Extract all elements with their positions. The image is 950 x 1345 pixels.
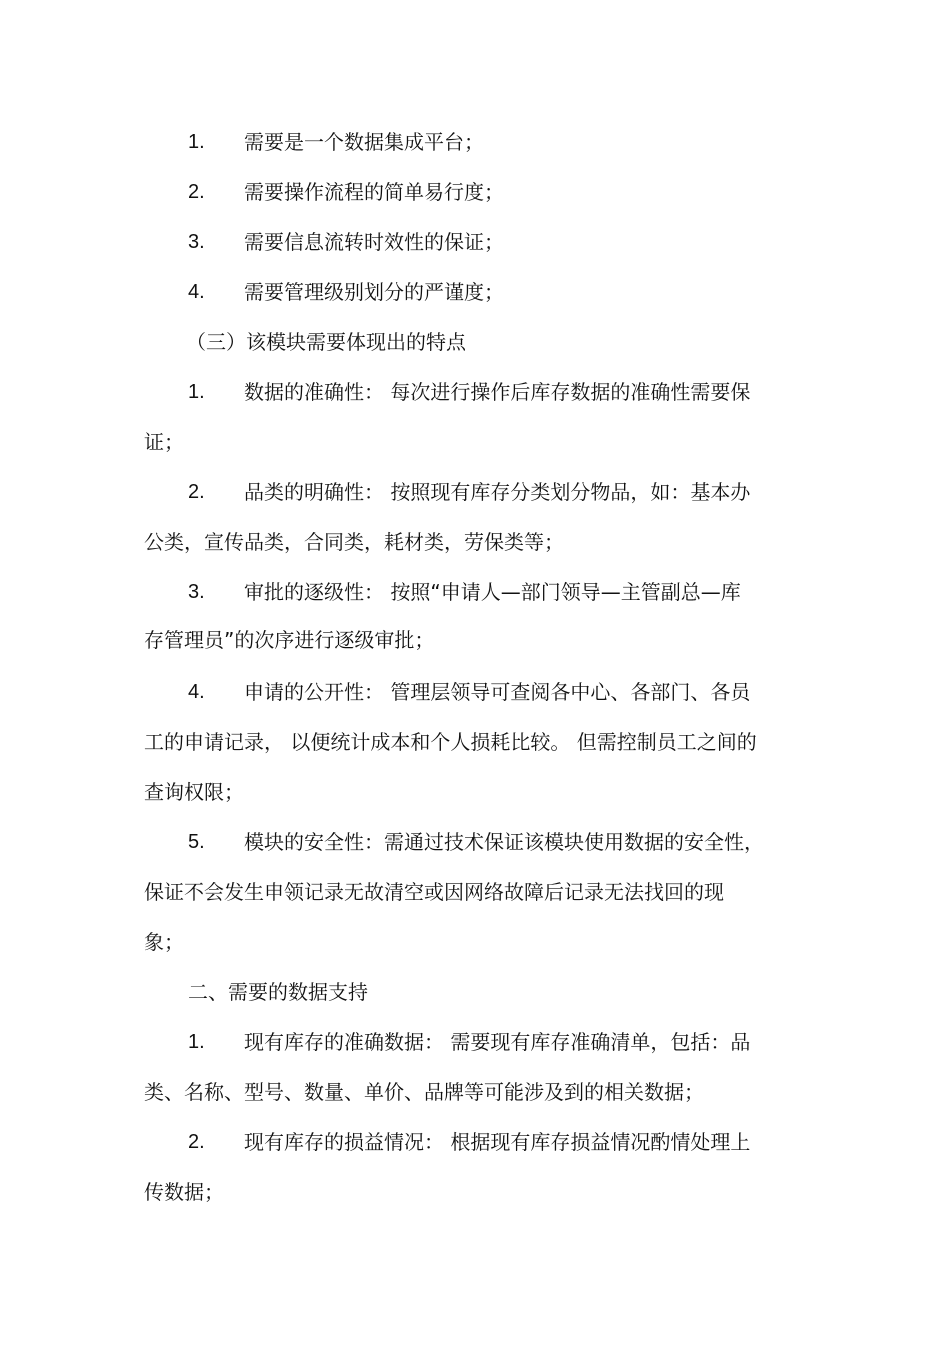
item-text-continued: 传数据； (144, 1180, 224, 1204)
item-text: 需要是一个数据集成平台； (244, 130, 484, 154)
item-text: 需要操作流程的简单易行度； (244, 180, 504, 204)
section-heading-text: 二、需要的数据支持 (188, 980, 368, 1004)
item-number: 3. (188, 581, 205, 603)
item-text-continued: 象； (144, 930, 184, 954)
item-text: 现有库存的损益情况： 根据现有库存损益情况酌情处理上 (244, 1130, 751, 1154)
item-text-continued: 证； (144, 430, 184, 454)
item-text: 模块的安全性：需通过技术保证该模块使用数据的安全性， (244, 830, 764, 854)
item-text: 审批的逐级性： 按照“申请人—部门领导—主管副总—库 (244, 580, 741, 604)
item-number: 1. (188, 1031, 205, 1053)
item-number: 2. (188, 181, 205, 203)
item-number: 5. (188, 831, 205, 853)
item-number: 1. (188, 381, 205, 403)
item-text-continued: 公类，宣传品类，合同类，耗材类，劳保类等； (144, 530, 564, 554)
item-text: 需要信息流转时效性的保证； (244, 230, 504, 254)
item-number: 1. (188, 131, 205, 153)
item-text: 需要管理级别划分的严谨度； (244, 280, 504, 304)
item-number: 2. (188, 1131, 205, 1153)
item-number: 4. (188, 681, 205, 703)
item-text-continued: 存管理员”的次序进行逐级审批； (144, 628, 435, 652)
item-text-continued: 工的申请记录， 以便统计成本和个人损耗比较。 但需控制员工之间的 (144, 730, 757, 754)
item-text-continued: 类、名称、型号、数量、单价、品牌等可能涉及到的相关数据； (144, 1080, 704, 1104)
item-text: 数据的准确性： 每次进行操作后库存数据的准确性需要保 (244, 380, 751, 404)
item-text: 申请的公开性： 管理层领导可查阅各中心、各部门、各员 (244, 680, 751, 704)
item-text-continued: 查询权限； (144, 780, 244, 804)
item-number: 4. (188, 281, 205, 303)
section-heading-text: （三）该模块需要体现出的特点 (186, 330, 466, 354)
item-text-continued: 保证不会发生申领记录无故清空或因网络故障后记录无法找回的现 (144, 880, 724, 904)
item-number: 2. (188, 481, 205, 503)
item-number: 3. (188, 231, 205, 253)
item-text: 品类的明确性： 按照现有库存分类划分物品，如：基本办 (244, 480, 751, 504)
item-text: 现有库存的准确数据： 需要现有库存准确清单，包括：品 (244, 1030, 751, 1054)
